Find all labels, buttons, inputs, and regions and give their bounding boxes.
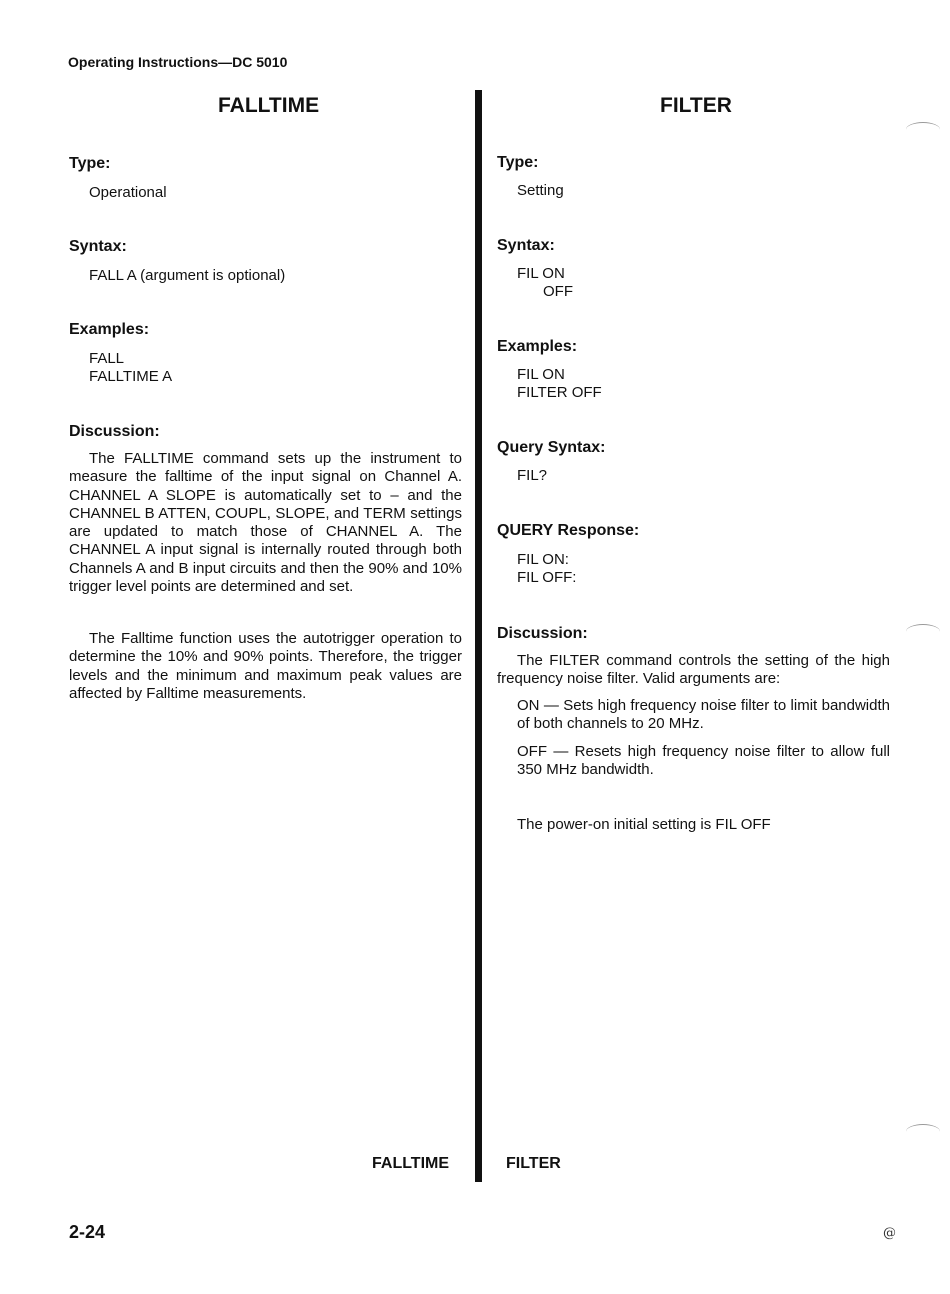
filter-syntax-heading: Syntax: [497,237,555,254]
falltime-discussion-body-2 [69,630,462,703]
falltime-syntax-heading: Syntax: [69,238,127,255]
falltime-discussion-paragraph-2: The Falltime function uses the autotrigger operation to determine the 10% and 90% points. Therefore, the trigger levels and the minimum and maximum peak values are affected by Falltime measurements. [69,630,462,702]
falltime-title: FALLTIME [218,94,320,117]
filter-syntax-line-2: OFF [543,283,573,300]
scan-curl-mark [906,122,940,137]
falltime-examples-list [89,350,172,386]
filter-power-on-note: The power-on initial setting is FIL OFF [517,816,771,833]
filter-query-response-heading: QUERY Response: [497,522,640,539]
falltime-discussion-paragraph-1: The FALLTIME command sets up the instrument to measure the falltime of the input signal on Channel A. CHANNEL A SLOPE is automatically set to – and the CHANNEL B ATTEN, COUPL, SLOPE, and TERM settings are updated to match those of CHANNEL A. The CHANNEL A input signal is internally routed through both Channels A and B input circuits and then the 90% and 10% trigger level points are determined and set. [69,450,462,596]
example-line: FALLTIME A [89,368,173,385]
publisher-mark: @ [883,1226,896,1241]
running-head: Operating Instructions—DC 5010 [68,54,288,70]
filter-discussion-heading: Discussion: [497,625,588,642]
filter-query-syntax-heading: Query Syntax: [497,439,606,456]
filter-discussion-paragraph-1: The FILTER command controls the setting of the high frequency noise filter. Valid arguments are: [497,652,890,688]
falltime-footer-label: FALLTIME [372,1155,450,1172]
filter-footer-label: FILTER [506,1155,561,1172]
filter-argument-on: ON — Sets high frequency noise filter to limit bandwidth of both channels to 20 MHz. [517,697,890,733]
scan-curl-mark [906,1124,940,1139]
filter-type-heading: Type: [497,154,539,171]
falltime-type-value: Operational [89,184,167,201]
filter-query-response-list [517,551,576,587]
falltime-type-heading: Type: [69,155,111,172]
page-number: 2-24 [69,1222,106,1242]
query-response-line: FIL OFF: [517,569,577,586]
scan-curl-mark [906,624,940,639]
falltime-examples-heading: Examples: [69,321,150,338]
filter-syntax-line-1: FIL ON [517,265,565,282]
falltime-discussion-heading: Discussion: [69,423,160,440]
filter-examples-heading: Examples: [497,338,578,355]
example-line: FIL ON [517,366,565,383]
filter-discussion-body [497,652,890,689]
query-response-line: FIL ON: [517,551,569,568]
column-divider [475,90,482,1182]
falltime-syntax-value: FALL A (argument is optional) [89,267,286,284]
example-line: FALL [89,350,125,367]
falltime-discussion-body [69,450,462,596]
example-line: FILTER OFF [517,384,602,401]
filter-argument-on-block [517,697,890,734]
filter-query-syntax-value: FIL? [517,467,548,484]
filter-type-value: Setting [517,182,564,199]
filter-examples-list [517,366,602,402]
filter-argument-off-block [517,743,890,780]
filter-argument-off: OFF — Resets high frequency noise filter to allow full 350 MHz bandwidth. [517,743,890,779]
filter-title: FILTER [660,94,732,117]
